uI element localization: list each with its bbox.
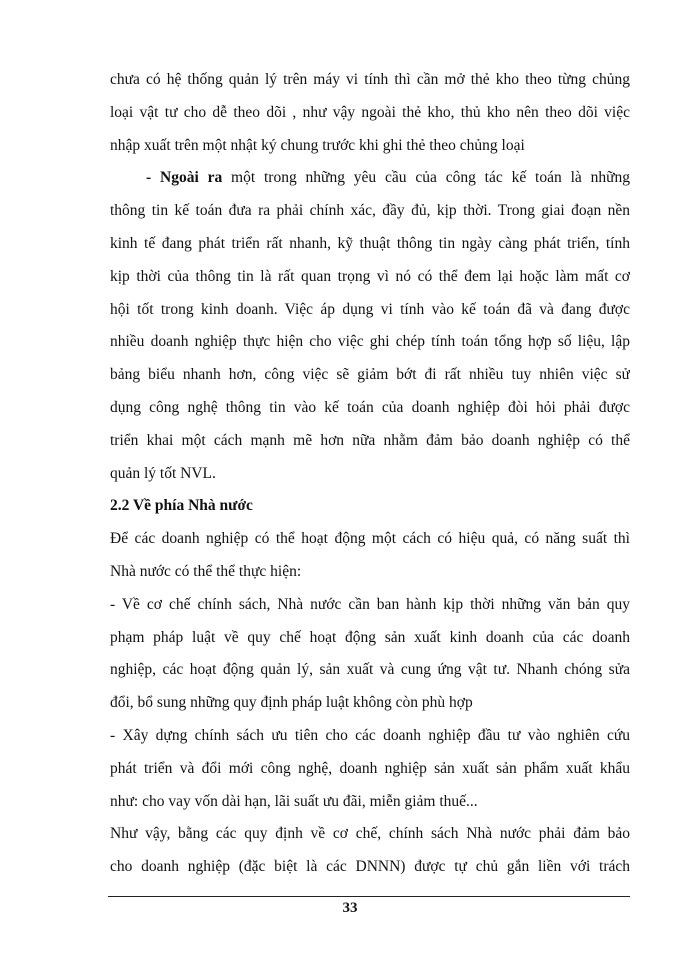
section-heading: 2.2 Về phía Nhà nước: [110, 497, 253, 515]
text-line: bảng biểu nhanh hơn, công việc sẽ giảm bớt đi rất nhiều tuy nhiên việc sử: [110, 366, 630, 384]
text-line: thông tin kế toán đưa ra phải chính xác, đầy đủ, kịp thời. Trong giai đoạn nền: [110, 202, 630, 220]
text-line: Nhà nước có thể thể thực hiện:: [110, 562, 302, 580]
paragraph-lead-rest: một trong những yêu cầu của công tác kế toán là những: [222, 169, 630, 187]
text-line: kịp thời của thông tin là rất quan trọng vì nó có thể đem lại hoặc làm mất cơ: [110, 267, 630, 285]
text-line: nhập xuất trên một nhật ký chung trước khi ghi thẻ theo chủng loại: [110, 136, 525, 154]
text-line: loại vật tư cho dễ theo dõi , như vậy ngoài thẻ kho, thủ kho nên theo dõi việc: [110, 103, 630, 121]
text-line: Để các doanh nghiệp có thể hoạt động một cách có hiệu quả, có năng suất thì: [110, 530, 630, 548]
text-line: dụng công nghệ thông tin vào kế toán của doanh nghiệp đòi hỏi phải được: [110, 398, 630, 416]
text-line: như: cho vay vốn dài hạn, lãi suất ưu đãi, miễn giảm thuế...: [110, 792, 478, 810]
footer-divider: [108, 896, 630, 897]
text-line: Như vậy, bằng các quy định về cơ chế, chính sách Nhà nước phải đảm bảo: [110, 825, 630, 843]
page-number: 33: [342, 900, 358, 916]
text-line: kinh tế đang phát triển rất nhanh, kỹ thuật thông tin ngày càng phát triển, tính: [110, 234, 630, 252]
text-line: quản lý tốt NVL.: [110, 464, 216, 482]
text-line: - Về cơ chế chính sách, Nhà nước cần ban hành kịp thời những văn bản quy: [110, 595, 630, 613]
text-line: phát triển và đổi mới công nghệ, doanh nghiệp sản xuất sản phẩm xuất khẩu: [110, 759, 630, 777]
text-line: cho doanh nghiệp (đặc biệt là các DNNN) được tự chủ gắn liền với trách: [110, 858, 630, 876]
text-line: nghiệp, các hoạt động quản lý, sản xuất và cung ứng vật tư. Nhanh chóng sửa: [110, 661, 630, 679]
text-line-with-lead: [110, 162, 630, 195]
text-line: phạm pháp luật về quy chế hoạt động sản xuất kinh doanh của các doanh: [110, 628, 630, 646]
text-line: nhiều doanh nghiệp thực hiện cho việc ghi chép tính toán tổng hợp số liệu, lập: [110, 333, 630, 351]
text-line: chưa có hệ thống quản lý trên máy vi tính thì cần mở thẻ kho theo từng chủng: [110, 71, 630, 88]
paragraph-lead: - Ngoài ra: [146, 169, 223, 187]
text-line: - Xây dựng chính sách ưu tiên cho các doanh nghiệp đầu tư vào nghiên cứu: [110, 726, 630, 744]
body-text: [110, 64, 630, 884]
text-line: hội tốt trong kinh doanh. Việc áp dụng vi tính vào kế toán đã và đang được: [110, 300, 630, 318]
text-line: triển khai một cách mạnh mẽ hơn nữa nhằm đảm bảo doanh nghiệp có thể: [110, 431, 630, 449]
text-line: đổi, bổ sung những quy định pháp luật không còn phù hợp: [110, 694, 473, 712]
